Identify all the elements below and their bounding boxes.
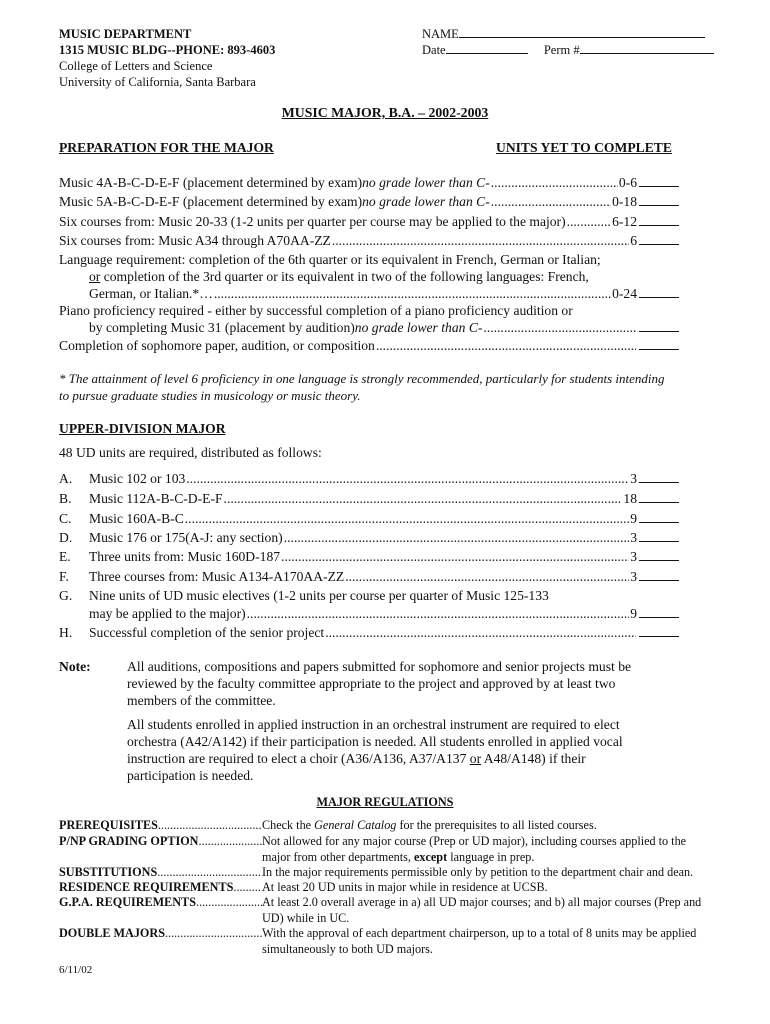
perm-label: Perm # (543, 43, 580, 57)
prep-heading: PREPARATION FOR THE MAJOR (59, 140, 274, 155)
regulation-item: P/NP GRADING OPTION ..... Not allowed for any major course (Prep or UD major), including courses applied to the major from other departments, except language in prep. (59, 834, 709, 865)
sophomore-requirement: Completion of sophomore paper, audition, or composition ..... (59, 336, 679, 355)
ud-item-g-line2: may be applied to the major) ..... 9 (89, 604, 679, 623)
ud-item: E. Three units from: Music 160D-187 ..... 3 (59, 547, 679, 566)
regulation-item: G.P.A. REQUIREMENTS ..... At least 2.0 overall average in a) all UD major courses; and b) all major courses (Prep and UD) while in UC. (59, 895, 709, 926)
language-requirement-line3: German, or Italian.*… ..... 0-24 (89, 284, 679, 303)
units-blank[interactable] (639, 625, 679, 637)
name-blank[interactable] (459, 26, 705, 38)
units-blank[interactable] (639, 286, 679, 298)
regulation-item: RESIDENCE REQUIREMENTS ..... At least 20 UD units in major while in residence at UCSB. (59, 880, 709, 896)
regulation-item: DOUBLE MAJORS ..... With the approval of each department chairperson, up to a total of 8 units may be applied simultaneously to both UD majors. (59, 926, 709, 957)
regulations-heading: MAJOR REGULATIONS (316, 795, 454, 809)
department-name: MUSIC DEPARTMENT (59, 27, 192, 41)
page-title: MUSIC MAJOR, B.A. – 2002-2003 (281, 105, 489, 120)
university-name: University of California, Santa Barbara (59, 75, 256, 89)
language-footnote: * The attainment of level 6 proficiency in one language is strongly recommended, particularly for students intending to pursue graduate studies in musicology or music theory. (59, 371, 665, 403)
upper-division-heading: UPPER-DIVISION MAJOR (59, 421, 226, 436)
units-blank[interactable] (639, 569, 679, 581)
ud-item: B. Music 112A-B-C-D-E-F ..... 18 (59, 489, 679, 508)
note-label: Note: (59, 659, 91, 674)
units-blank[interactable] (639, 549, 679, 561)
ud-item: A. Music 102 or 103 ..... 3 (59, 469, 679, 488)
units-blank[interactable] (639, 471, 679, 483)
ud-item-g-line1: G. Nine units of UD music electives (1-2 units per course per quarter of Music 125-133 (59, 588, 549, 603)
note-paragraph-2: All students enrolled in applied instruction in an orchestral instrument are required to elect orchestra (A42/A142) if their participation is needed. All students enrolled in applied vocal instruction are required to elect a choir (A36/A136, A37/A137 or A48/A148) if their participation is needed. (127, 717, 623, 783)
units-blank[interactable] (639, 175, 679, 187)
date-field[interactable] (422, 42, 714, 59)
units-blank[interactable] (639, 338, 679, 350)
units-blank[interactable] (639, 214, 679, 226)
language-requirement-line2: or completion of the 3rd quarter or its equivalent in two of the following languages: French, (89, 269, 589, 284)
building-phone: 1315 MUSIC BLDG--PHONE: 893-4603 (59, 43, 276, 57)
units-blank[interactable] (639, 194, 679, 206)
units-blank[interactable] (639, 606, 679, 618)
prep-item: Six courses from: Music 20-33 (1-2 units per quarter per course may be applied to the major) ..... 6-12 (59, 212, 679, 231)
ud-item: F. Three courses from: Music A134-A170AA-ZZ ..... 3 (59, 567, 679, 586)
note-paragraph-1: All auditions, compositions and papers submitted for sophomore and senior projects must be reviewed by the faculty committee appropriate to the project and approved by at least two members of the committee. (127, 659, 632, 708)
prep-item: Music 5A-B-C-D-E-F (placement determined by exam) no grade lower than C- ..... 0-18 (59, 192, 679, 211)
ud-item-h: H. Successful completion of the senior project ..... (59, 623, 679, 642)
units-blank[interactable] (639, 511, 679, 523)
name-field[interactable] (422, 26, 705, 43)
footer-date: 6/11/02 (59, 964, 93, 976)
units-blank[interactable] (639, 530, 679, 542)
language-requirement-line1: Language requirement: completion of the 6th quarter or its equivalent in French, German or Italian; (59, 252, 601, 267)
prep-item: Music 4A-B-C-D-E-F (placement determined by exam) no grade lower than C- ..... 0-6 (59, 173, 679, 192)
ud-item: D. Music 176 or 175(A-J: any section) ..... 3 (59, 528, 679, 547)
piano-requirement-line1: Piano proficiency required - either by successful completion of a piano proficiency audition or (59, 303, 573, 318)
prep-item: Six courses from: Music A34 through A70AA-ZZ ..... 6 (59, 231, 679, 250)
piano-requirement-line2: by completing Music 31 (placement by audition) no grade lower than C- ..... (89, 318, 679, 337)
units-blank[interactable] (639, 233, 679, 245)
college-name: College of Letters and Science (59, 59, 213, 73)
regulation-item: SUBSTITUTIONS ..... In the major requirements permissible only by petition to the department chair and dean. (59, 865, 709, 881)
date-label: Date (422, 43, 446, 57)
units-heading: UNITS YET TO COMPLETE (496, 140, 672, 155)
date-blank[interactable] (446, 42, 528, 54)
ud-item: C. Music 160A-B-C ..... 9 (59, 509, 679, 528)
perm-blank[interactable] (580, 42, 714, 54)
regulation-item: PREREQUISITES ..... Check the General Catalog for the prerequisites to all listed courses. (59, 818, 709, 834)
name-label: NAME (422, 27, 459, 41)
units-blank[interactable] (639, 320, 679, 332)
upper-division-intro: 48 UD units are required, distributed as follows: (59, 445, 322, 460)
units-blank[interactable] (639, 491, 679, 503)
